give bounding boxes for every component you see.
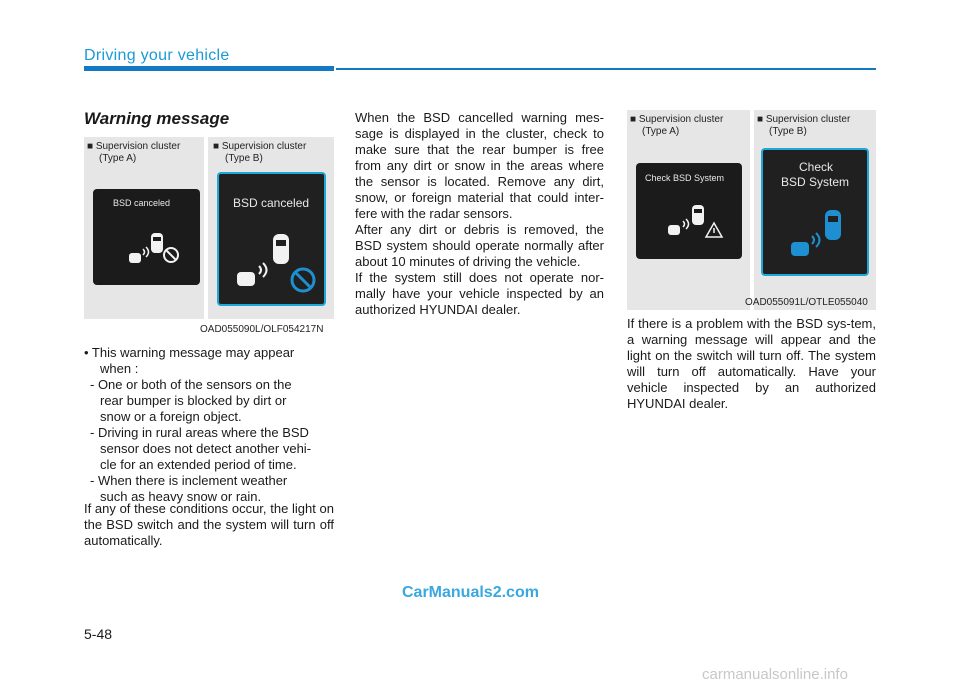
col2-paragraph-2: After any dirt or debris is removed, the BSD system should operate normally after about 10 minutes of driving the vehicle. — [355, 222, 604, 269]
check-bsd-message-line2: BSD System — [781, 175, 850, 189]
bullet-intro: • This warning message may appear — [84, 345, 295, 360]
figure-left-caption-a: ■ Supervision cluster (Type A) — [87, 141, 181, 164]
figure-right-code: OAD055091L/OTLE055040 — [745, 297, 868, 308]
col1-paragraph: If any of these conditions occur, the light on the BSD switch and the system will turn off automatically. — [84, 501, 334, 548]
dash-item-1: - One or both of the sensors on the rear bumper is blocked by dirt or snow or a foreign object. — [90, 377, 292, 424]
bsd-canceled-message: BSD canceled — [233, 196, 310, 210]
figure-right-caption-b: ■ Supervision cluster (Type B) — [757, 114, 851, 137]
cluster-screen-type-a — [93, 189, 200, 285]
header-rule-thin — [336, 68, 876, 70]
col3-paragraph: If there is a problem with the BSD sys-tem, a warning message will appear and the light on the switch will turn off. The system will turn off automatically. Have your vehicle inspected by an authorized HYUNDAI dealer. — [627, 316, 876, 411]
header-rule-thick — [84, 66, 334, 71]
bsd-warning-icon — [662, 199, 728, 249]
bsd-canceled-message: BSD canceled — [113, 198, 171, 208]
cluster-screen-type-b — [217, 172, 326, 306]
col2-paragraph-3: If the system still does not operate nor-mally have your vehicle inspected by an authorized HYUNDAI dealer. — [355, 270, 604, 317]
dash-item-2: - Driving in rural areas where the BSD sensor does not detect another vehi- cle for an extended period of time. — [90, 425, 312, 472]
figure-left-code: OAD055090L/OLF054217N — [200, 324, 324, 335]
watermark-carmanuals2[interactable]: CarManuals2.com — [402, 584, 539, 601]
page-number: 5-48 — [84, 626, 113, 642]
col2-paragraph-1: When the BSD cancelled warning mes-sage is displayed in the cluster, check to make sure that the rear bumper is free from any dirt or snow in the areas where the sensor is located. Remove any dirt, snow, or foreign material that could inter-fere with the radar sensors. — [355, 110, 604, 221]
bsd-canceled-icon — [123, 225, 183, 275]
bsd-warning-icon — [781, 204, 865, 270]
watermark-carmanualsonline[interactable]: carmanualsonline.info — [702, 666, 848, 683]
col2-text — [355, 110, 604, 318]
cluster-screen-type-a — [636, 163, 742, 259]
check-bsd-message: Check BSD System — [645, 173, 725, 183]
figure-left-caption-b: ■ Supervision cluster (Type B) — [213, 141, 307, 164]
bullet-intro-cont: when : — [100, 361, 139, 376]
section-heading: Warning message — [84, 109, 230, 128]
bullet-list — [84, 345, 334, 505]
figure-right-caption-a: ■ Supervision cluster (Type A) — [630, 114, 724, 137]
bsd-canceled-icon — [231, 230, 321, 300]
check-bsd-message-line1: Check — [799, 160, 834, 174]
dash-item-3: - When there is inclement weather such as heavy snow or rain. — [90, 473, 288, 504]
header-title: Driving your vehicle — [84, 47, 230, 64]
cluster-screen-type-b — [761, 148, 869, 276]
